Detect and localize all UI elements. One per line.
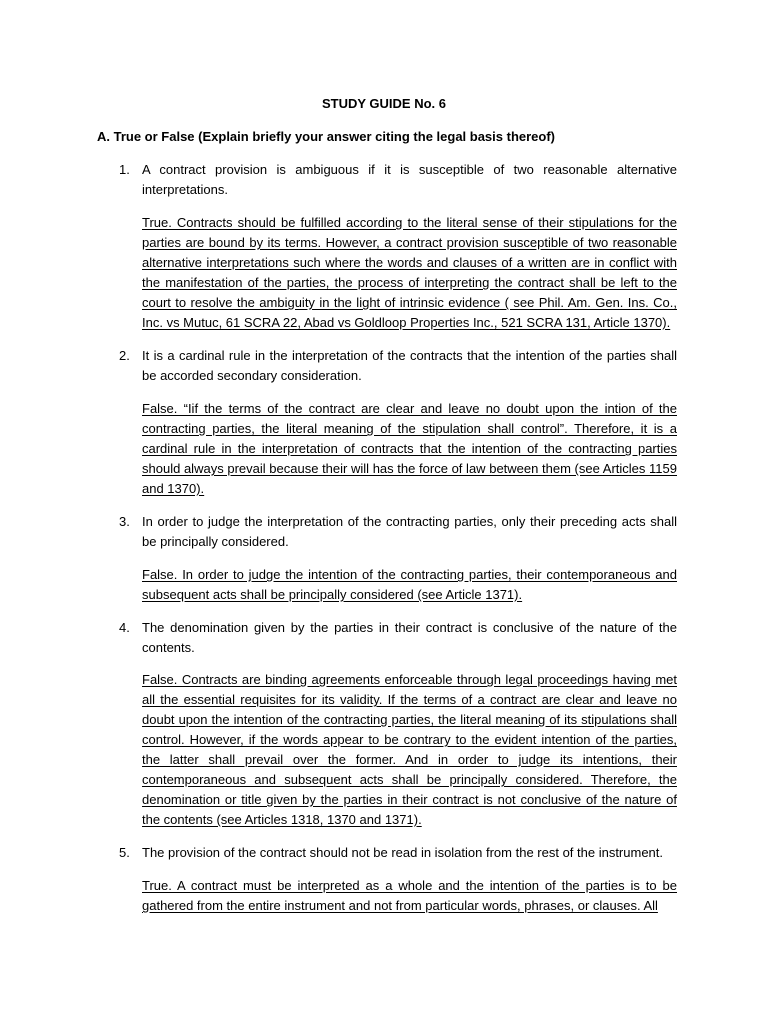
- item-question: The provision of the contract should not be read in isolation from the rest of the instrument.: [142, 845, 664, 860]
- item-answer: False. In order to judge the intention of the contracting parties, their contemporaneous and subsequent acts shall be principally considered (see Article 1371).: [142, 567, 677, 602]
- item-question: A contract provision is ambiguous if it is susceptible of two reasonable alternative interpretations.: [142, 162, 677, 197]
- item-question: In order to judge the interpretation of the contracting parties, only their preceding acts shall be principally considered.: [142, 514, 677, 549]
- item-number: 1.: [119, 162, 130, 177]
- item-number: 2.: [119, 348, 130, 363]
- item-number: 4.: [119, 620, 130, 635]
- item-number: 3.: [119, 514, 130, 529]
- item-question: It is a cardinal rule in the interpretation of the contracts that the intention of the parties shall be accorded secondary consideration.: [142, 348, 677, 383]
- section-heading: A. True or False (Explain briefly your answer citing the legal basis thereof): [97, 129, 556, 144]
- item-answer: True. Contracts should be fulfilled according to the literal sense of their stipulations for the parties are bound by its terms. However, a contract provision susceptible of two reasonable alternative interpretations such where the words and clauses of a written are in conflict with the manifestation of the parties, the process of interpreting the contract shall be left to the court to resolve the ambiguity in the light of intrinsic evidence ( see Phil. Am. Gen. Ins. Co., Inc. vs Mutuc, 61 SCRA 22, Abad vs Goldloop Properties Inc., 521 SCRA 131, Article 1370).: [142, 215, 677, 330]
- document-title: STUDY GUIDE No. 6: [321, 96, 446, 111]
- item-answer: False. “Iif the terms of the contract are clear and leave no doubt upon the intion of the contracting parties, the literal meaning of the stipulation shall control”. Therefore, it is a cardinal rule in the interpretation of contracts that the intention of the contracting parties should always prevail because their will has the force of law between them (see Articles 1159 and 1370).: [142, 401, 677, 496]
- item-number: 5.: [119, 845, 130, 860]
- item-answer: True. A contract must be interpreted as a whole and the intention of the parties is to be gathered from the entire instrument and not from particular words, phrases, or clauses. All: [142, 878, 677, 913]
- item-question: The denomination given by the parties in their contract is conclusive of the nature of the contents.: [142, 620, 677, 655]
- item-answer: False. Contracts are binding agreements enforceable through legal proceedings having met all the essential requisites for its validity. If the terms of a contract are clear and leave no doubt upon the intention of the contracting parties, the literal meaning of its stipulations shall control. However, if the words appear to be contrary to the evident intention of the parties, the latter shall prevail over the former. And in order to judge its intentions, their contemporaneous and subsequent acts shall be principally considered. Therefore, the denomination or title given by the parties in their contract is not conclusive of the nature of the contents (see Articles 1318, 1370 and 1371).: [142, 672, 677, 827]
